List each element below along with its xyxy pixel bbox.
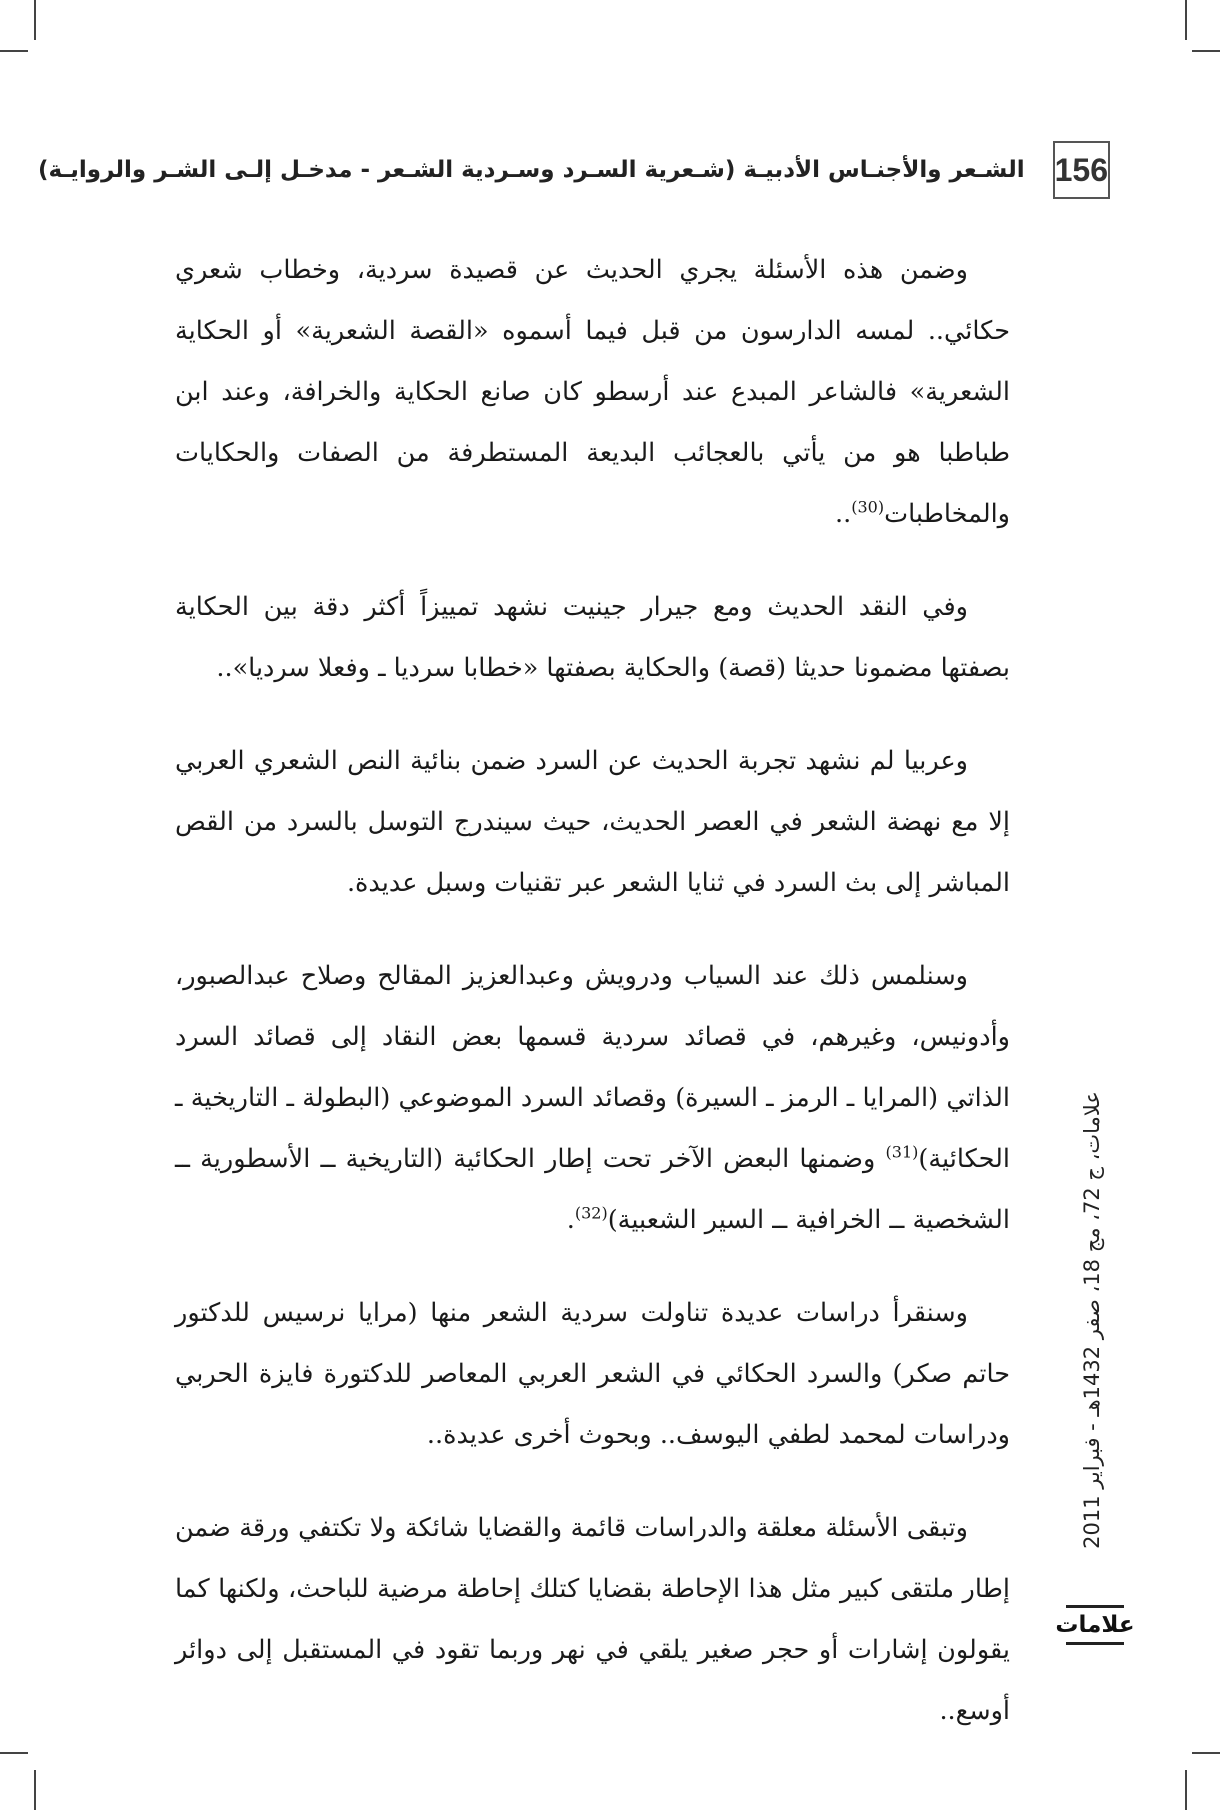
page-header bbox=[37, 136, 1110, 204]
journal-logo bbox=[1055, 1598, 1135, 1652]
paragraph bbox=[175, 946, 1010, 1251]
paragraph bbox=[175, 240, 1010, 545]
footnote-ref: (30) bbox=[851, 497, 885, 517]
crop-mark bbox=[1192, 50, 1220, 52]
paragraph bbox=[175, 1498, 1010, 1742]
paragraph-text: وفي النقد الحديث ومع جيرار جينيت نشهد تمييزاً أكثر دقة بين الحكاية بصفتها مضمونا حديثا (قصة) والحكاية بصفتها «خطابا سرديا ـ وفعلا سرديا».. bbox=[175, 592, 1010, 683]
paragraph-text: . bbox=[566, 1205, 575, 1235]
logo-bar bbox=[1066, 1642, 1124, 1645]
body-text bbox=[175, 240, 1010, 1774]
logo-bar bbox=[1066, 1605, 1124, 1608]
crop-mark bbox=[34, 1770, 36, 1810]
footnote-ref: (32) bbox=[574, 1203, 608, 1223]
crop-mark bbox=[1192, 1752, 1220, 1754]
paragraph-text: وسنلمس ذلك عند السياب ودرويش وعبدالعزيز المقالح وصلاح عبدالصبور، وأدونيس، وغيرهم، في قصائد سردية قسمها بعض النقاد إلى قصائد السرد الذاتي (المرايا ـ الرمز ـ السيرة) وقصائد السرد الموضوعي (البطولة ـ التاريخية ـ الحكائية) bbox=[175, 961, 1010, 1174]
crop-mark bbox=[1185, 0, 1187, 40]
paragraph-text: وعربيا لم نشهد تجربة الحديث عن السرد ضمن بنائية النص الشعري العربي إلا مع نهضة الشعر في العصر الحديث، حيث سيندرج التوسل بالسرد من القص المباشر إلى بث السرد في ثنايا الشعر عبر تقنيات وسبل عديدة. bbox=[175, 746, 1010, 898]
paragraph-text: وضمنها البعض الآخر تحت إطار الحكائية (التاريخية ــ الأسطورية ــ الشخصية ــ الخرافية ــ السير الشعبية) bbox=[175, 1144, 1010, 1235]
paragraph-text: .. bbox=[835, 499, 852, 529]
paragraph-text: وتبقى الأسئلة معلقة والدراسات قائمة والقضايا شائكة ولا تكتفي ورقة ضمن إطار ملتقى كبير مثل هذا الإحاطة بقضايا كتلك إحاطة مرضية للباحث، ولكنها كما يقولون إشارات أو حجر صغير يلقي في نهر وربما تقود في المستقبل إلى دوائر أوسع.. bbox=[175, 1513, 1010, 1726]
paragraph-text: وضمن هذه الأسئلة يجري الحديث عن قصيدة سردية، وخطاب شعري حكائي.. لمسه الدارسون من قبل فيما أسموه «القصة الشعرية» أو الحكاية الشعرية» فالشاعر المبدع عند أرسطو كان صانع الحكاية والخرافة، وعند ابن طباطبا هو من يأتي بالعجائب البديعة المستطرفة من الصفات والحكايات والمخاطبات bbox=[175, 255, 1010, 529]
paragraph bbox=[175, 577, 1010, 699]
journal-info bbox=[1072, 1010, 1112, 1630]
running-title: الشـعر والأجنـاس الأدبيـة (شـعرية السـرد وسـردية الشـعر - مدخـل إلـى الشـر والروايـة) bbox=[37, 157, 1025, 183]
paragraph bbox=[175, 731, 1010, 914]
crop-mark bbox=[1185, 1770, 1187, 1810]
page-number: 156 bbox=[1053, 141, 1110, 199]
paragraph bbox=[175, 1283, 1010, 1466]
journal-info-text: علامات، ج 72، مج 18، صفر 1432هـ - فبراير 2011 bbox=[1080, 1091, 1104, 1549]
paragraph-text: وسنقرأ دراسات عديدة تناولت سردية الشعر منها (مرايا نرسيس للدكتور حاتم صكر) والسرد الحكائي في الشعر العربي المعاصر للدكتورة فايزة الحربي ودراسات لمحمد لطفي اليوسف.. وبحوث أخرى عديدة.. bbox=[175, 1298, 1010, 1450]
crop-mark bbox=[0, 1752, 28, 1754]
logo-text: علامات bbox=[1055, 1612, 1135, 1638]
crop-mark bbox=[34, 0, 36, 40]
footnote-ref: (31) bbox=[885, 1142, 919, 1162]
crop-mark bbox=[0, 50, 28, 52]
